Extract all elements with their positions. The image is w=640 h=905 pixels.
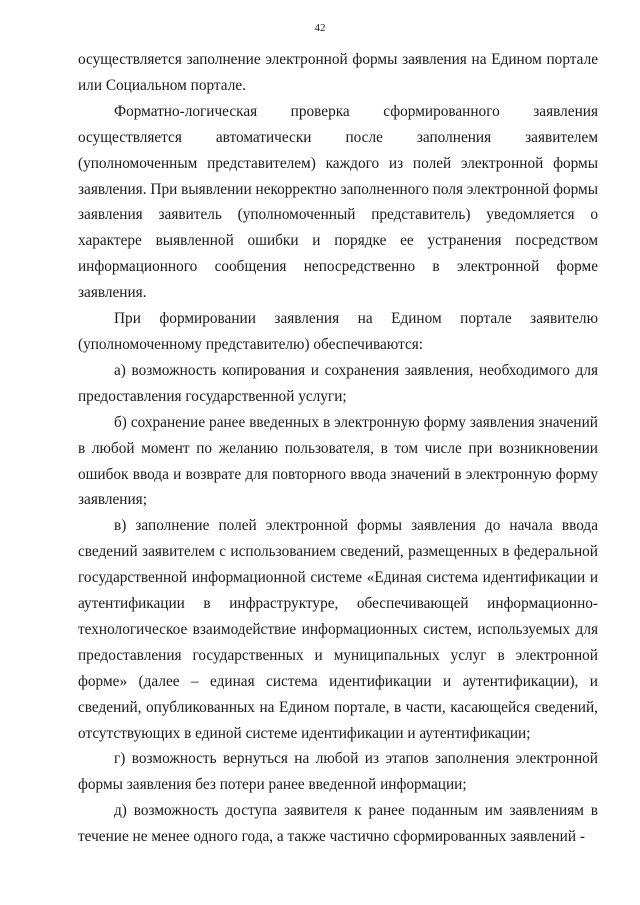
list-item-v: в) заполнение полей электронной формы заявления до начала ввода сведений заявителем с использованием сведений, размещенных в федеральной государственной информационной системе «Единая система идентификации и аутентификации в инфраструктуре, обеспечивающей информационно-технологическое взаимодействие информационных систем, используемых для предоставления государственных и муниципальных услуг в электронной форме» (далее – единая система идентификации и аутентификации), и сведений, опубликованных на Едином портале, в части, касающейся сведений, отсутствующих в единой системе идентификации и аутентификации; (78, 517, 598, 742)
list-item-d: д) возможность доступа заявителя к ранее поданным им заявлениям в течение не менее одного года, а также частично сформированных заявлений - (78, 802, 598, 846)
paragraph-format-check: Форматно-логическая проверка сформированного заявления осуществляется автоматически после заполнения заявителем (уполномоченным представителем) каждого из полей электронной формы заявления. При выявлении некорректно заполненного поля электронной формы заявления заявитель (уполномоченный представитель) уведомляется о характере выявленной ошибки и порядке ее устранения посредством информационного сообщения непосредственно в электронной форме заявления. (78, 102, 598, 302)
paragraph-continuation: осуществляется заполнение электронной формы заявления на Едином портале или Социальном портале. (78, 51, 598, 94)
paragraph-provisions-intro: При формировании заявления на Едином портале заявителю (уполномоченному представителю) обеспечиваются: (78, 310, 598, 353)
list-item-b: б) сохранение ранее введенных в электронную форму заявления значений в любой момент по желанию пользователя, в том числе при возникновении ошибок ввода и возврате для повторного ввода значений в электронную форму заявления; (78, 413, 598, 509)
document-body (78, 47, 598, 850)
page-number: 42 (314, 22, 326, 34)
list-item-a: а) возможность копирования и сохранения заявления, необходимого для предоставления государственной услуги; (78, 361, 598, 405)
list-item-g: г) возможность вернуться на любой из этапов заполнения электронной формы заявления без потери ранее введенной информации; (78, 750, 598, 794)
